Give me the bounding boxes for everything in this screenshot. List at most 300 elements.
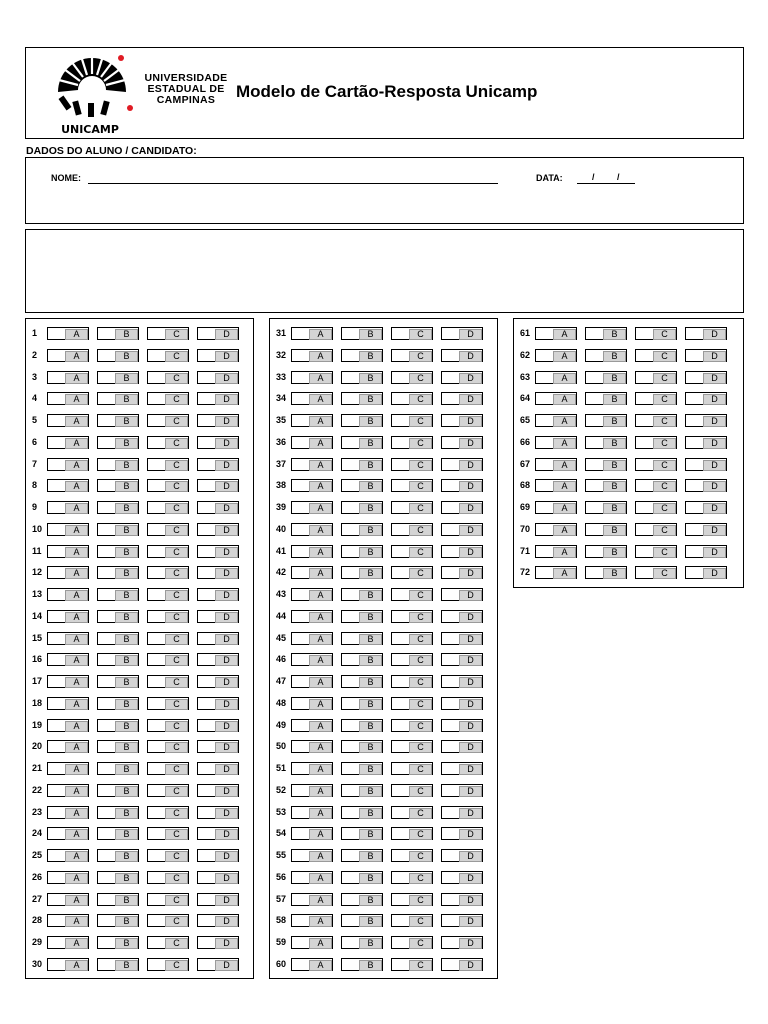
question-row	[514, 436, 743, 450]
option-b-bubble[interactable]	[585, 371, 627, 384]
option-b-bubble[interactable]	[341, 827, 383, 840]
option-a-bubble[interactable]	[47, 806, 89, 819]
option-c-bubble[interactable]	[147, 762, 189, 775]
option-c-bubble[interactable]	[147, 327, 189, 340]
option-d-bubble[interactable]	[441, 501, 483, 514]
option-d-bubble[interactable]	[685, 392, 727, 405]
option-b-bubble[interactable]	[97, 327, 139, 340]
option-c-bubble[interactable]	[391, 327, 433, 340]
option-c-bubble[interactable]	[391, 958, 433, 971]
option-a-bubble[interactable]	[291, 958, 333, 971]
option-b-bubble[interactable]	[97, 653, 139, 666]
option-d-bubble[interactable]	[685, 523, 727, 536]
option-d-bubble[interactable]	[441, 936, 483, 949]
option-c-bubble[interactable]	[635, 523, 677, 536]
option-d-bubble[interactable]	[197, 784, 239, 797]
option-d-bubble[interactable]	[441, 740, 483, 753]
option-c-bubble[interactable]	[147, 958, 189, 971]
option-c-bubble[interactable]	[391, 588, 433, 601]
option-d-bubble[interactable]	[197, 414, 239, 427]
option-c-bubble[interactable]	[391, 697, 433, 710]
option-c-bubble[interactable]	[147, 914, 189, 927]
option-b-bubble[interactable]	[341, 740, 383, 753]
option-d-bubble[interactable]	[197, 436, 239, 449]
option-b-bubble[interactable]	[341, 327, 383, 340]
option-d-bubble[interactable]	[441, 327, 483, 340]
option-d-bubble[interactable]	[685, 458, 727, 471]
option-b-bubble[interactable]	[341, 958, 383, 971]
option-c-bubble[interactable]	[635, 566, 677, 579]
option-a-bubble[interactable]	[47, 827, 89, 840]
option-d-bubble[interactable]	[441, 545, 483, 558]
option-c-bubble[interactable]	[391, 349, 433, 362]
option-a-bubble[interactable]	[291, 849, 333, 862]
option-b-bubble[interactable]	[97, 762, 139, 775]
option-a-bubble[interactable]	[291, 545, 333, 558]
option-a-bubble[interactable]	[291, 436, 333, 449]
option-a-bubble[interactable]	[291, 588, 333, 601]
option-c-bubble[interactable]	[147, 479, 189, 492]
option-c-bubble[interactable]	[147, 697, 189, 710]
option-b-bubble[interactable]	[341, 349, 383, 362]
option-c-bubble[interactable]	[147, 610, 189, 623]
option-b-bubble[interactable]	[341, 806, 383, 819]
option-a-bubble[interactable]	[535, 458, 577, 471]
option-b-bubble[interactable]	[97, 414, 139, 427]
option-d-bubble[interactable]	[441, 675, 483, 688]
option-c-bubble[interactable]	[391, 458, 433, 471]
option-a-bubble[interactable]	[47, 414, 89, 427]
option-c-bubble[interactable]	[391, 566, 433, 579]
option-label: A	[309, 721, 332, 732]
option-c-bubble[interactable]	[635, 501, 677, 514]
option-c-bubble[interactable]	[147, 893, 189, 906]
option-a-bubble[interactable]	[47, 349, 89, 362]
option-d-bubble[interactable]	[685, 349, 727, 362]
option-b-bubble[interactable]	[97, 501, 139, 514]
option-b-bubble[interactable]	[341, 784, 383, 797]
option-d-bubble[interactable]	[197, 349, 239, 362]
option-b-bubble[interactable]	[97, 349, 139, 362]
option-b-bubble[interactable]	[97, 675, 139, 688]
option-b-bubble[interactable]	[341, 893, 383, 906]
option-c-bubble[interactable]	[635, 479, 677, 492]
option-b-bubble[interactable]	[341, 610, 383, 623]
option-c-bubble[interactable]	[391, 632, 433, 645]
option-a-bubble[interactable]	[47, 371, 89, 384]
option-d-bubble[interactable]	[441, 697, 483, 710]
option-d-bubble[interactable]	[441, 392, 483, 405]
option-c-bubble[interactable]	[147, 436, 189, 449]
option-c-bubble[interactable]	[391, 371, 433, 384]
option-b-bubble[interactable]	[341, 632, 383, 645]
option-a-bubble[interactable]	[535, 436, 577, 449]
option-b-bubble[interactable]	[341, 392, 383, 405]
option-c-bubble[interactable]	[147, 740, 189, 753]
option-a-bubble[interactable]	[47, 697, 89, 710]
option-b-bubble[interactable]	[97, 827, 139, 840]
option-b-bubble[interactable]	[97, 914, 139, 927]
option-c-bubble[interactable]	[635, 392, 677, 405]
option-c-bubble[interactable]	[391, 523, 433, 536]
option-c-bubble[interactable]	[391, 675, 433, 688]
option-a-bubble[interactable]	[291, 740, 333, 753]
option-c-bubble[interactable]	[391, 849, 433, 862]
option-a-bubble[interactable]	[47, 523, 89, 536]
option-a-bubble[interactable]	[291, 458, 333, 471]
option-a-bubble[interactable]	[291, 479, 333, 492]
option-a-bubble[interactable]	[47, 784, 89, 797]
option-d-bubble[interactable]	[441, 762, 483, 775]
option-b-bubble[interactable]	[97, 458, 139, 471]
option-c-bubble[interactable]	[147, 392, 189, 405]
option-b-bubble[interactable]	[97, 784, 139, 797]
option-label: C	[165, 460, 188, 471]
option-d-bubble[interactable]	[197, 893, 239, 906]
option-a-bubble[interactable]	[47, 740, 89, 753]
option-b-bubble[interactable]	[97, 632, 139, 645]
option-d-bubble[interactable]	[685, 436, 727, 449]
option-a-bubble[interactable]	[47, 588, 89, 601]
option-a-bubble[interactable]	[47, 849, 89, 862]
option-d-bubble[interactable]	[197, 719, 239, 732]
option-a-bubble[interactable]	[291, 523, 333, 536]
option-a-bubble[interactable]	[535, 479, 577, 492]
option-b-bubble[interactable]	[97, 610, 139, 623]
option-b-bubble[interactable]	[341, 523, 383, 536]
answer-column-2	[269, 318, 498, 979]
option-b-bubble[interactable]	[341, 697, 383, 710]
option-a-bubble[interactable]	[291, 675, 333, 688]
option-c-bubble[interactable]	[147, 501, 189, 514]
option-c-bubble[interactable]	[391, 806, 433, 819]
option-b-bubble[interactable]	[97, 479, 139, 492]
option-b-bubble[interactable]	[341, 545, 383, 558]
option-a-bubble[interactable]	[47, 762, 89, 775]
name-field[interactable]	[88, 183, 498, 184]
option-c-bubble[interactable]	[391, 479, 433, 492]
option-c-bubble[interactable]	[391, 936, 433, 949]
option-a-bubble[interactable]	[535, 545, 577, 558]
option-d-bubble[interactable]	[197, 632, 239, 645]
option-c-bubble[interactable]	[147, 719, 189, 732]
option-a-bubble[interactable]	[47, 893, 89, 906]
option-a-bubble[interactable]	[47, 458, 89, 471]
option-a-bubble[interactable]	[47, 936, 89, 949]
option-d-bubble[interactable]	[197, 806, 239, 819]
option-a-bubble[interactable]	[47, 392, 89, 405]
option-b-bubble[interactable]	[97, 588, 139, 601]
option-d-bubble[interactable]	[197, 762, 239, 775]
option-a-bubble[interactable]	[47, 566, 89, 579]
option-c-bubble[interactable]	[635, 545, 677, 558]
option-b-bubble[interactable]	[341, 871, 383, 884]
option-c-bubble[interactable]	[635, 349, 677, 362]
option-c-bubble[interactable]	[147, 806, 189, 819]
option-a-bubble[interactable]	[47, 479, 89, 492]
option-d-bubble[interactable]	[197, 588, 239, 601]
option-d-bubble[interactable]	[441, 719, 483, 732]
option-c-bubble[interactable]	[147, 827, 189, 840]
question-number: 71	[520, 545, 531, 556]
option-a-bubble[interactable]	[291, 632, 333, 645]
option-c-bubble[interactable]	[147, 871, 189, 884]
option-a-bubble[interactable]	[291, 697, 333, 710]
option-a-bubble[interactable]	[535, 414, 577, 427]
option-a-bubble[interactable]	[291, 414, 333, 427]
option-c-bubble[interactable]	[147, 653, 189, 666]
option-d-bubble[interactable]	[197, 523, 239, 536]
option-c-bubble[interactable]	[635, 458, 677, 471]
option-label: D	[215, 373, 238, 384]
option-d-bubble[interactable]	[441, 632, 483, 645]
option-d-bubble[interactable]	[441, 371, 483, 384]
option-a-bubble[interactable]	[291, 871, 333, 884]
option-d-bubble[interactable]	[441, 523, 483, 536]
option-d-bubble[interactable]	[441, 653, 483, 666]
option-c-bubble[interactable]	[147, 784, 189, 797]
option-label: D	[215, 590, 238, 601]
option-c-bubble[interactable]	[147, 588, 189, 601]
option-b-bubble[interactable]	[585, 327, 627, 340]
option-b-bubble[interactable]	[97, 697, 139, 710]
option-a-bubble[interactable]	[47, 610, 89, 623]
option-b-bubble[interactable]	[341, 936, 383, 949]
option-b-bubble[interactable]	[341, 566, 383, 579]
option-d-bubble[interactable]	[197, 653, 239, 666]
option-d-bubble[interactable]	[197, 914, 239, 927]
option-d-bubble[interactable]	[441, 458, 483, 471]
option-d-bubble[interactable]	[197, 371, 239, 384]
option-a-bubble[interactable]	[535, 501, 577, 514]
option-b-bubble[interactable]	[585, 458, 627, 471]
option-a-bubble[interactable]	[47, 545, 89, 558]
option-d-bubble[interactable]	[197, 740, 239, 753]
option-a-bubble[interactable]	[291, 893, 333, 906]
option-c-bubble[interactable]	[635, 327, 677, 340]
option-a-bubble[interactable]	[47, 436, 89, 449]
option-a-bubble[interactable]	[535, 566, 577, 579]
option-b-bubble[interactable]	[97, 545, 139, 558]
option-d-bubble[interactable]	[197, 501, 239, 514]
option-d-bubble[interactable]	[441, 784, 483, 797]
option-b-bubble[interactable]	[97, 849, 139, 862]
option-c-bubble[interactable]	[391, 545, 433, 558]
question-row	[270, 501, 497, 515]
option-c-bubble[interactable]	[147, 523, 189, 536]
option-d-bubble[interactable]	[441, 588, 483, 601]
option-b-bubble[interactable]	[585, 501, 627, 514]
option-d-bubble[interactable]	[197, 871, 239, 884]
option-b-bubble[interactable]	[341, 436, 383, 449]
option-d-bubble[interactable]	[441, 436, 483, 449]
option-d-bubble[interactable]	[197, 675, 239, 688]
date-field[interactable]	[577, 169, 635, 184]
option-d-bubble[interactable]	[197, 827, 239, 840]
option-b-bubble[interactable]	[97, 958, 139, 971]
option-d-bubble[interactable]	[685, 479, 727, 492]
option-a-bubble[interactable]	[291, 806, 333, 819]
option-b-bubble[interactable]	[341, 414, 383, 427]
option-c-bubble[interactable]	[391, 610, 433, 623]
option-c-bubble[interactable]	[147, 849, 189, 862]
option-b-bubble[interactable]	[97, 566, 139, 579]
option-a-bubble[interactable]	[47, 327, 89, 340]
option-b-bubble[interactable]	[585, 414, 627, 427]
option-a-bubble[interactable]	[535, 327, 577, 340]
option-b-bubble[interactable]	[97, 392, 139, 405]
option-c-bubble[interactable]	[147, 349, 189, 362]
option-a-bubble[interactable]	[47, 719, 89, 732]
option-label: D	[215, 438, 238, 449]
option-c-bubble[interactable]	[147, 458, 189, 471]
option-d-bubble[interactable]	[197, 610, 239, 623]
option-c-bubble[interactable]	[391, 436, 433, 449]
option-a-bubble[interactable]	[291, 610, 333, 623]
option-d-bubble[interactable]	[197, 545, 239, 558]
option-a-bubble[interactable]	[535, 349, 577, 362]
option-b-bubble[interactable]	[585, 392, 627, 405]
option-a-bubble[interactable]	[291, 392, 333, 405]
option-c-bubble[interactable]	[391, 501, 433, 514]
option-d-bubble[interactable]	[197, 936, 239, 949]
option-b-bubble[interactable]	[341, 762, 383, 775]
option-d-bubble[interactable]	[685, 566, 727, 579]
option-a-bubble[interactable]	[47, 914, 89, 927]
option-a-bubble[interactable]	[47, 871, 89, 884]
option-b-bubble[interactable]	[585, 566, 627, 579]
option-a-bubble[interactable]	[291, 566, 333, 579]
option-b-bubble[interactable]	[97, 436, 139, 449]
option-a-bubble[interactable]	[535, 523, 577, 536]
option-c-bubble[interactable]	[391, 414, 433, 427]
option-c-bubble[interactable]	[391, 871, 433, 884]
option-b-bubble[interactable]	[97, 871, 139, 884]
option-a-bubble[interactable]	[47, 501, 89, 514]
option-c-bubble[interactable]	[391, 893, 433, 906]
option-c-bubble[interactable]	[391, 762, 433, 775]
option-d-bubble[interactable]	[441, 871, 483, 884]
option-b-bubble[interactable]	[341, 719, 383, 732]
option-d-bubble[interactable]	[197, 958, 239, 971]
option-a-bubble[interactable]	[291, 914, 333, 927]
option-b-bubble[interactable]	[97, 936, 139, 949]
option-a-bubble[interactable]	[291, 827, 333, 840]
option-c-bubble[interactable]	[147, 414, 189, 427]
option-b-bubble[interactable]	[97, 719, 139, 732]
option-c-bubble[interactable]	[391, 653, 433, 666]
option-b-bubble[interactable]	[341, 501, 383, 514]
option-c-bubble[interactable]	[147, 936, 189, 949]
option-d-bubble[interactable]	[685, 501, 727, 514]
option-d-bubble[interactable]	[197, 392, 239, 405]
option-d-bubble[interactable]	[441, 610, 483, 623]
option-c-bubble[interactable]	[147, 675, 189, 688]
option-a-bubble[interactable]	[291, 371, 333, 384]
option-b-bubble[interactable]	[341, 675, 383, 688]
option-b-bubble[interactable]	[341, 458, 383, 471]
option-a-bubble[interactable]	[535, 371, 577, 384]
option-d-bubble[interactable]	[197, 327, 239, 340]
option-b-bubble[interactable]	[97, 523, 139, 536]
option-a-bubble[interactable]	[291, 327, 333, 340]
option-b-bubble[interactable]	[341, 653, 383, 666]
option-c-bubble[interactable]	[147, 566, 189, 579]
option-a-bubble[interactable]	[535, 392, 577, 405]
option-a-bubble[interactable]	[291, 501, 333, 514]
option-d-bubble[interactable]	[441, 566, 483, 579]
option-c-bubble[interactable]	[635, 414, 677, 427]
option-b-bubble[interactable]	[97, 371, 139, 384]
option-c-bubble[interactable]	[391, 827, 433, 840]
option-c-bubble[interactable]	[635, 371, 677, 384]
option-c-bubble[interactable]	[391, 719, 433, 732]
option-b-bubble[interactable]	[341, 588, 383, 601]
option-d-bubble[interactable]	[197, 458, 239, 471]
option-a-bubble[interactable]	[47, 632, 89, 645]
option-b-bubble[interactable]	[341, 371, 383, 384]
option-b-bubble[interactable]	[585, 349, 627, 362]
option-d-bubble[interactable]	[685, 414, 727, 427]
option-a-bubble[interactable]	[47, 958, 89, 971]
option-b-bubble[interactable]	[97, 806, 139, 819]
option-c-bubble[interactable]	[391, 784, 433, 797]
option-d-bubble[interactable]	[685, 545, 727, 558]
option-d-bubble[interactable]	[685, 327, 727, 340]
option-d-bubble[interactable]	[441, 827, 483, 840]
option-b-bubble[interactable]	[585, 523, 627, 536]
question-number: 46	[276, 654, 287, 665]
option-d-bubble[interactable]	[441, 958, 483, 971]
option-d-bubble[interactable]	[197, 697, 239, 710]
option-d-bubble[interactable]	[197, 849, 239, 862]
option-d-bubble[interactable]	[197, 479, 239, 492]
option-d-bubble[interactable]	[441, 349, 483, 362]
option-b-bubble[interactable]	[97, 893, 139, 906]
option-a-bubble[interactable]	[291, 653, 333, 666]
option-d-bubble[interactable]	[441, 414, 483, 427]
option-b-bubble[interactable]	[97, 740, 139, 753]
option-a-bubble[interactable]	[291, 349, 333, 362]
option-c-bubble[interactable]	[635, 436, 677, 449]
option-d-bubble[interactable]	[197, 566, 239, 579]
option-a-bubble[interactable]	[291, 719, 333, 732]
option-d-bubble[interactable]	[441, 914, 483, 927]
option-d-bubble[interactable]	[685, 371, 727, 384]
option-d-bubble[interactable]	[441, 806, 483, 819]
option-c-bubble[interactable]	[147, 632, 189, 645]
option-b-bubble[interactable]	[585, 436, 627, 449]
option-a-bubble[interactable]	[291, 936, 333, 949]
option-b-bubble[interactable]	[585, 479, 627, 492]
option-b-bubble[interactable]	[585, 545, 627, 558]
option-c-bubble[interactable]	[391, 392, 433, 405]
option-c-bubble[interactable]	[147, 545, 189, 558]
option-c-bubble[interactable]	[391, 914, 433, 927]
option-a-bubble[interactable]	[291, 762, 333, 775]
option-a-bubble[interactable]	[291, 784, 333, 797]
option-c-bubble[interactable]	[147, 371, 189, 384]
option-b-bubble[interactable]	[341, 479, 383, 492]
option-d-bubble[interactable]	[441, 893, 483, 906]
option-d-bubble[interactable]	[441, 849, 483, 862]
option-b-bubble[interactable]	[341, 914, 383, 927]
option-b-bubble[interactable]	[341, 849, 383, 862]
option-d-bubble[interactable]	[441, 479, 483, 492]
option-a-bubble[interactable]	[47, 675, 89, 688]
option-a-bubble[interactable]	[47, 653, 89, 666]
option-c-bubble[interactable]	[391, 740, 433, 753]
